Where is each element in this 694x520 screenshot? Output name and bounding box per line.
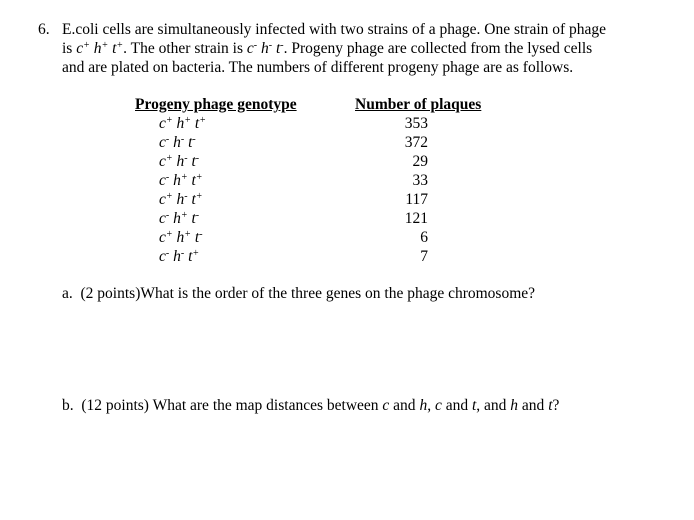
plaque-count: 33 [412,172,428,189]
genotype-row: c+ h+ t+ [159,115,206,132]
part-a-question [62,284,535,303]
plaque-count: 6 [420,229,428,246]
line2-post: . Progeny phage are collected from the lysed cells [283,40,593,57]
part-b-points: (12 points) [81,397,149,414]
question-text [62,20,662,77]
plaque-count: 121 [404,210,428,227]
strain1-genotype: c+ h+ t+ [76,40,124,57]
plaque-count: 372 [404,134,428,151]
line2-mid: . The other strain is [123,40,247,57]
part-a-label: a. [62,285,73,302]
plaque-count: 29 [412,153,428,170]
plaque-count: 117 [405,191,428,208]
genotype-column-header: Progeny phage genotype [135,96,297,113]
genotype-row: c+ h+ t- [159,229,203,246]
question-line-2 [62,39,662,58]
genotype-row: c+ h- t- [159,153,200,170]
line2-pre: is [62,40,77,57]
question-line-3: and are plated on bacteria. The numbers of different progeny phage are as follows. [62,59,574,76]
question-number: 6. [38,21,50,38]
genotype-row: c- h- t- [159,134,196,151]
plaques-column-header: Number of plaques [355,96,482,113]
question-line-1: E.coli cells are simultaneously infected with two strains of a phage. One strain of phage [62,21,607,38]
plaque-count: 7 [420,248,428,265]
part-a-points: (2 points) [80,285,141,302]
part-a-text: What is the order of the three genes on the phage chromosome? [140,285,536,302]
part-b-label: b. [62,397,74,414]
genotype-row: c- h- t+ [159,248,200,265]
plaque-count: 353 [404,115,428,132]
genotype-row: c- h+ t- [159,210,200,227]
genotype-row: c+ h- t+ [159,191,203,208]
part-b-question: b. (12 points) What are the map distances between c and h, c and t, and h and t? [62,397,560,414]
strain2-genotype: c- h- t- [246,40,284,57]
genotype-row: c- h+ t+ [159,172,203,189]
